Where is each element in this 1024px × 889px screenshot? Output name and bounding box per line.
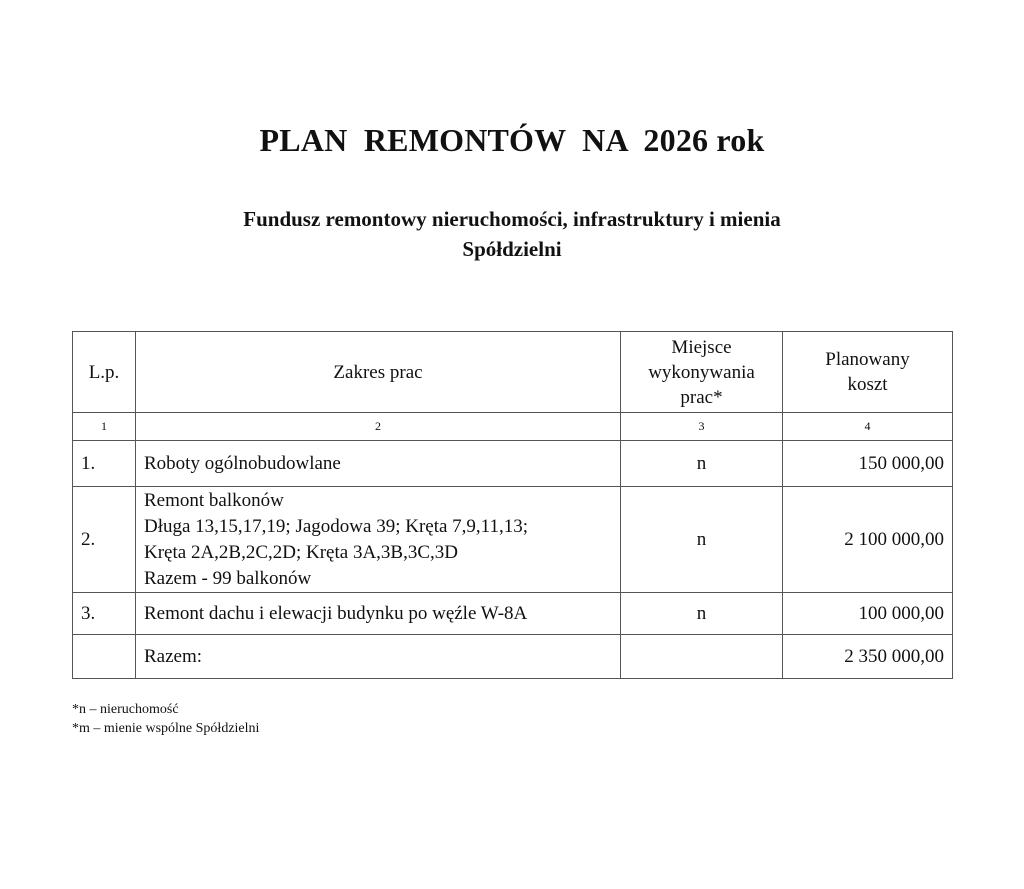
row-koszt: 100 000,00: [783, 593, 953, 635]
header-miejsce: [621, 332, 783, 413]
row-koszt: 2 100 000,00: [783, 487, 953, 593]
row-lp: 2.: [73, 487, 136, 593]
row-zakres-line: Remont dachu i elewacji budynku po węźle W-8A: [144, 602, 528, 624]
row-zakres-line: Remont balkonów: [144, 489, 284, 511]
row-lp: 3.: [73, 593, 136, 635]
row-lp: 1.: [73, 441, 136, 487]
table-row: [73, 441, 953, 487]
row-miejsce: n: [621, 441, 783, 487]
header-koszt-line: koszt: [847, 374, 888, 395]
row-zakres: [136, 487, 621, 593]
row-zakres: [136, 593, 621, 635]
row-zakres-line: Roboty ogólnobudowlane: [144, 452, 341, 474]
header-miejsce-line: Miejsce: [671, 336, 732, 358]
total-empty-cell: [73, 635, 136, 679]
subtitle-line-2: Spółdzielni: [462, 237, 562, 261]
document-subtitle: [0, 204, 1024, 264]
renovation-plan-table: [72, 331, 953, 679]
column-number: 2: [136, 413, 621, 441]
column-number: 4: [783, 413, 953, 441]
row-zakres: [136, 441, 621, 487]
document-title: PLAN REMONTÓW NA 2026 rok: [259, 122, 765, 158]
subtitle-line-1: Fundusz remontowy nieruchomości, infrastruktury i mienia: [243, 207, 781, 231]
header-zakres: Zakres prac: [136, 332, 621, 413]
column-number: 1: [73, 413, 136, 441]
column-number: 3: [621, 413, 783, 441]
footnote: *n – nieruchomość: [72, 702, 179, 717]
total-row: [73, 635, 953, 679]
row-miejsce: n: [621, 487, 783, 593]
row-koszt: 150 000,00: [783, 441, 953, 487]
total-label: Razem:: [136, 635, 621, 679]
table-header-row: [73, 332, 953, 413]
column-number-row: [73, 413, 953, 441]
row-zakres-line: Długa 13,15,17,19; Jagodowa 39; Kręta 7,9,11,13;: [144, 515, 528, 537]
total-value: 2 350 000,00: [783, 635, 953, 679]
header-miejsce-line: prac*: [680, 386, 723, 408]
row-zakres-line: Razem - 99 balkonów: [144, 567, 312, 589]
footnotes: [72, 700, 259, 738]
table-row: [73, 487, 953, 593]
row-zakres-line: Kręta 2A,2B,2C,2D; Kręta 3A,3B,3C,3D: [144, 541, 458, 563]
header-miejsce-line: wykonywania: [648, 361, 755, 383]
row-miejsce: n: [621, 593, 783, 635]
total-empty-cell: [621, 635, 783, 679]
header-lp: L.p.: [73, 332, 136, 413]
footnote: *m – mienie wspólne Spółdzielni: [72, 721, 260, 736]
header-koszt-line: Planowany: [825, 349, 910, 370]
header-koszt: [783, 332, 953, 413]
table-row: [73, 593, 953, 635]
